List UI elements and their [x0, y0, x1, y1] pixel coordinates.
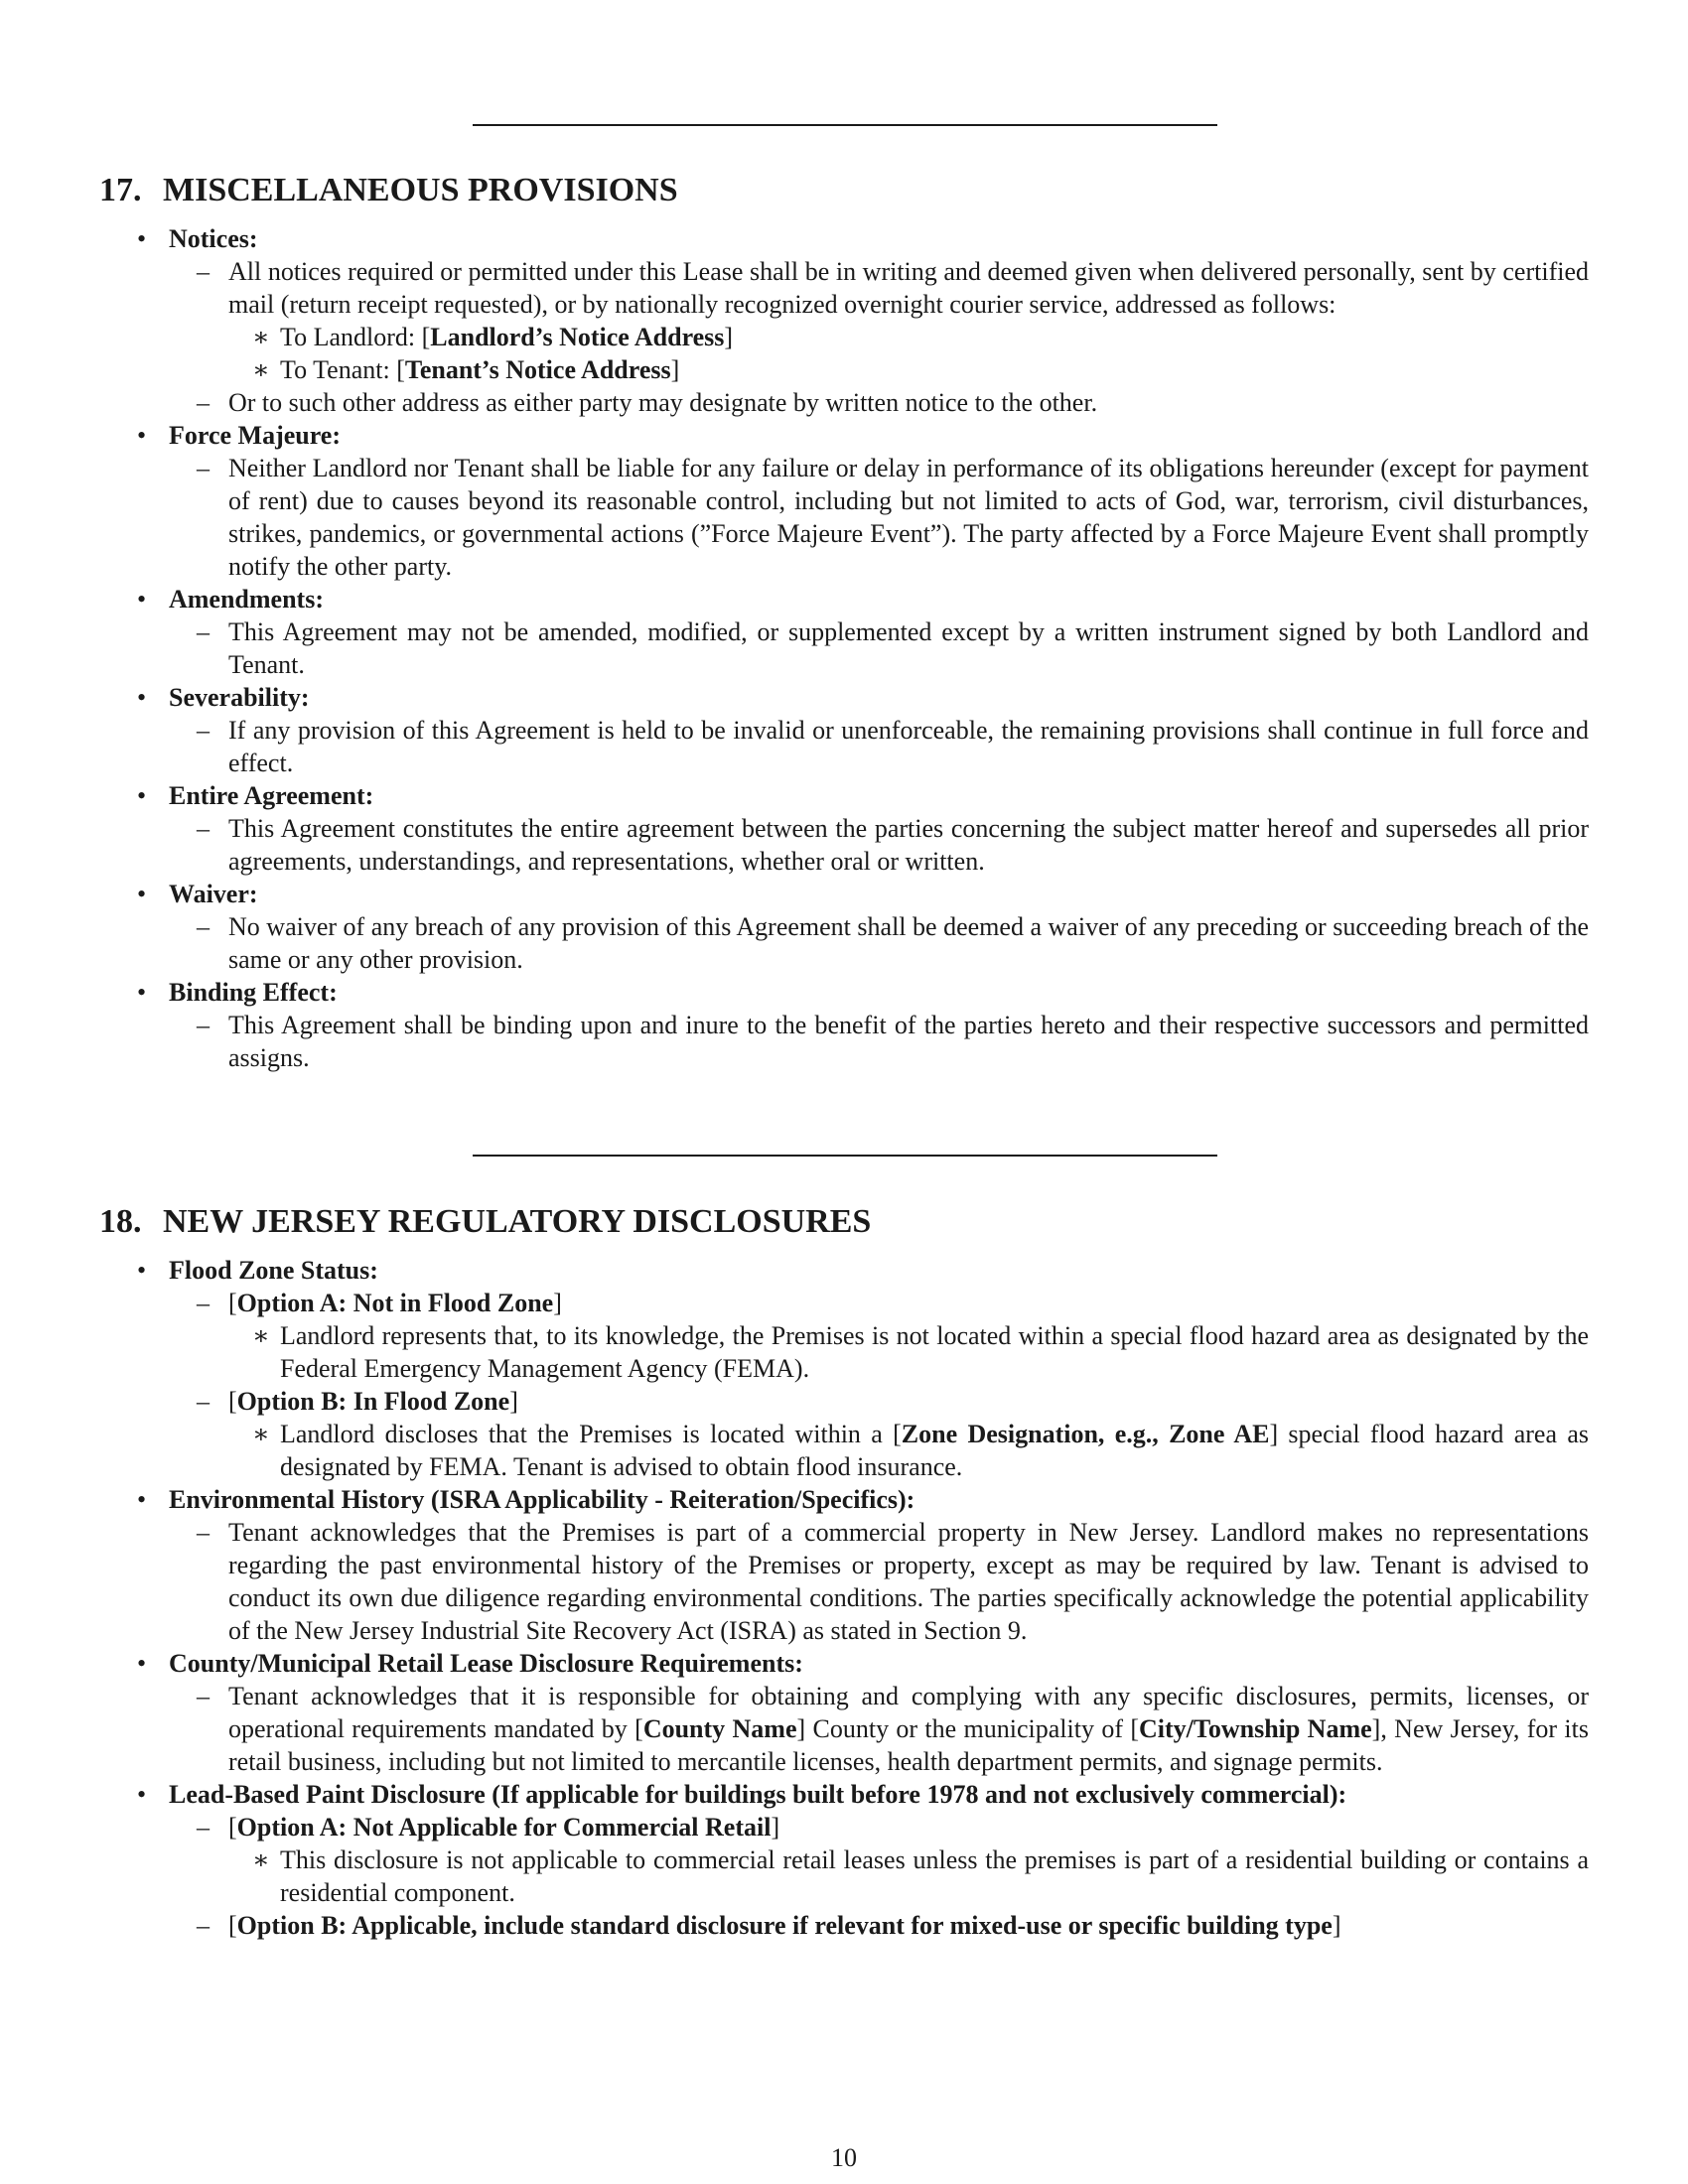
address-prefix: To Landlord: [ [280, 323, 431, 351]
list-item-severability [99, 681, 1589, 779]
item-text: This Agreement constitutes the entire agreement between the parties concerning the subject matter hereof and supersedes all prior agreements, understandings, and representations, whether oral or written. [228, 814, 1589, 876]
item-label: Force Majeure: [169, 421, 341, 450]
landlord-address-placeholder: Landlord’s Notice Address [430, 323, 725, 351]
item-text: This disclosure is not applicable to commercial retail leases unless the premises is part of a residential building or contains a residential component. [280, 1845, 1589, 1907]
option-text-item [228, 1418, 1589, 1483]
item-label: Waiver: [169, 880, 258, 908]
list-item-amendments [99, 583, 1589, 681]
list-item-lead-paint [99, 1778, 1589, 1942]
list-item-flood-zone [99, 1254, 1589, 1483]
item-text: Landlord discloses that the Premises is located within a [ [280, 1420, 902, 1448]
sub-item [169, 386, 1589, 419]
item-text: This Agreement may not be amended, modified, or supplemented except by a written instrument signed by both Landlord and Tenant. [228, 617, 1589, 679]
item-text: Tenant acknowledges that the Premises is part of a commercial property in New Jersey. Landlord makes no representations regarding the past environmental history of the Premises or property, except as may be required by law. Tenant is advised to conduct its own due diligence regarding environmental conditions. The parties specifically acknowledge the potential applicability of the New Jersey Industrial Site Recovery Act (ISRA) as stated in Section 9. [228, 1518, 1589, 1645]
item-text: Tenant acknowledges that it is responsible for obtaining and complying with any specific disclosures, permits, licenses, or operational requirements mandated by [ [228, 1682, 1589, 1743]
sub-item [169, 615, 1589, 681]
item-text: This Agreement shall be binding upon and inure to the benefit of the parties hereto and their respective successors and permitted assigns. [228, 1011, 1589, 1072]
sub-item: – [Option B: In Flood Zone] ∗ Landlord discloses that the Premises is located within a [Zone Designation, e.g., Zone AE] special flood hazard area as designated by FEMA. Tenant is advised to obtain flood insurance. [169, 1385, 1589, 1483]
list-item-force-majeure [99, 419, 1589, 583]
list-item-waiver [99, 878, 1589, 976]
item-label: Entire Agreement: [169, 781, 374, 810]
item-text: If any provision of this Agreement is held to be invalid or unenforceable, the remaining provisions shall continue in full force and effect. [228, 716, 1589, 777]
option-label: Option A: Not Applicable for Commercial Retail [236, 1813, 772, 1842]
tenant-address-item [228, 353, 1589, 386]
sub-item [169, 910, 1589, 976]
sub-item [169, 452, 1589, 583]
sub-item: – [Option A: Not Applicable for Commercial Retail] ∗ This disclosure is not applicable to commercial retail leases unless the premises is part of a residential building or contains a residential component. [169, 1811, 1589, 1909]
landlord-address-item [228, 321, 1589, 353]
item-text: ], New Jersey, for its retail business, including but not limited to mercantile licenses, health department permits, and signage permits. [228, 1714, 1589, 1776]
item-label: County/Municipal Retail Lease Disclosure Requirements: [169, 1649, 803, 1678]
list-item-binding-effect [99, 976, 1589, 1074]
item-label: Lead-Based Paint Disclosure (If applicable for buildings built before 1978 and not exclusively commercial): [169, 1780, 1347, 1809]
tenant-address-placeholder: Tenant’s Notice Address [404, 355, 671, 384]
page-number: 10 [831, 2143, 857, 2172]
sub-item [169, 714, 1589, 779]
section-misc [99, 171, 1589, 1074]
zone-placeholder: Zone Designation, e.g., Zone AE [901, 1420, 1270, 1448]
bracket-close: ] [724, 323, 734, 351]
sub-item: – [Option B: Applicable, include standard disclosure if relevant for mixed-use or specific building type] [169, 1909, 1589, 1942]
item-label: Notices: [169, 224, 258, 253]
item-text: ] County or the municipality of [ [796, 1714, 1139, 1743]
item-text: Or to such other address as either party may designate by written notice to the other. [228, 388, 1098, 417]
sub-item [169, 1680, 1589, 1778]
option-text-item [228, 1843, 1589, 1909]
list-item-environmental [99, 1483, 1589, 1647]
option-label: Option B: Applicable, include standard disclosure if relevant for mixed-use or specific building type [236, 1911, 1333, 1940]
section-number: 18. [99, 1203, 142, 1240]
sub-item: – [Option A: Not in Flood Zone] ∗ Landlord represents that, to its knowledge, the Premises is not located within a special flood hazard area as designated by the Federal Emergency Management Agency (FEMA). [169, 1287, 1589, 1385]
item-text: No waiver of any breach of any provision of this Agreement shall be deemed a waiver of any preceding or succeeding breach of the same or any other provision. [228, 912, 1589, 974]
item-label: Flood Zone Status: [169, 1256, 378, 1285]
item-label: Binding Effect: [169, 978, 338, 1007]
list-item-county-municipal [99, 1647, 1589, 1778]
item-label: Environmental History (ISRA Applicability - Reiteration/Specifics): [169, 1485, 915, 1514]
section-title: MISCELLANEOUS PROVISIONS [163, 172, 678, 208]
section-heading [99, 171, 1589, 210]
sub-item [169, 812, 1589, 878]
item-text: All notices required or permitted under this Lease shall be in writing and deemed given when delivered personally, sent by certified mail (return receipt requested), or by nationally recognized overnight courier service, addressed as follows: [228, 257, 1589, 319]
list-item-notices [99, 222, 1589, 419]
list-item-entire-agreement [99, 779, 1589, 878]
sub-item [169, 1516, 1589, 1647]
address-prefix: To Tenant: [ [280, 355, 405, 384]
item-text: Landlord represents that, to its knowledge, the Premises is not located within a special flood hazard area as designated by the Federal Emergency Management Agency (FEMA). [280, 1321, 1589, 1383]
option-text-item [228, 1319, 1589, 1385]
bracket-close: ] [670, 355, 680, 384]
item-text: Neither Landlord nor Tenant shall be liable for any failure or delay in performance of its obligations hereunder (except for payment of rent) due to causes beyond its reasonable control, including but not limited to acts of God, war, terrorism, civil disturbances, strikes, pandemics, or governmental actions (”Force Majeure Event”). The party affected by a Force Majeure Event shall promptly notify the other party. [228, 454, 1589, 581]
section-nj [99, 1202, 1589, 1942]
option-label: Option A: Not in Flood Zone [236, 1289, 554, 1317]
item-label: Severability: [169, 683, 310, 712]
section-divider [473, 124, 1217, 126]
city-placeholder: City/Township Name [1139, 1714, 1372, 1743]
section-title: NEW JERSEY REGULATORY DISCLOSURES [163, 1203, 872, 1240]
option-label: Option B: In Flood Zone [236, 1387, 510, 1416]
item-label: Amendments: [169, 585, 324, 614]
county-placeholder: County Name [642, 1714, 797, 1743]
section-heading [99, 1202, 1589, 1242]
sub-item [169, 255, 1589, 386]
section-number: 17. [99, 172, 142, 208]
sub-item [169, 1009, 1589, 1074]
item-text: ] special flood hazard area as designated by FEMA. Tenant is advised to obtain flood insurance. [280, 1420, 1589, 1481]
section-divider [473, 1155, 1217, 1157]
